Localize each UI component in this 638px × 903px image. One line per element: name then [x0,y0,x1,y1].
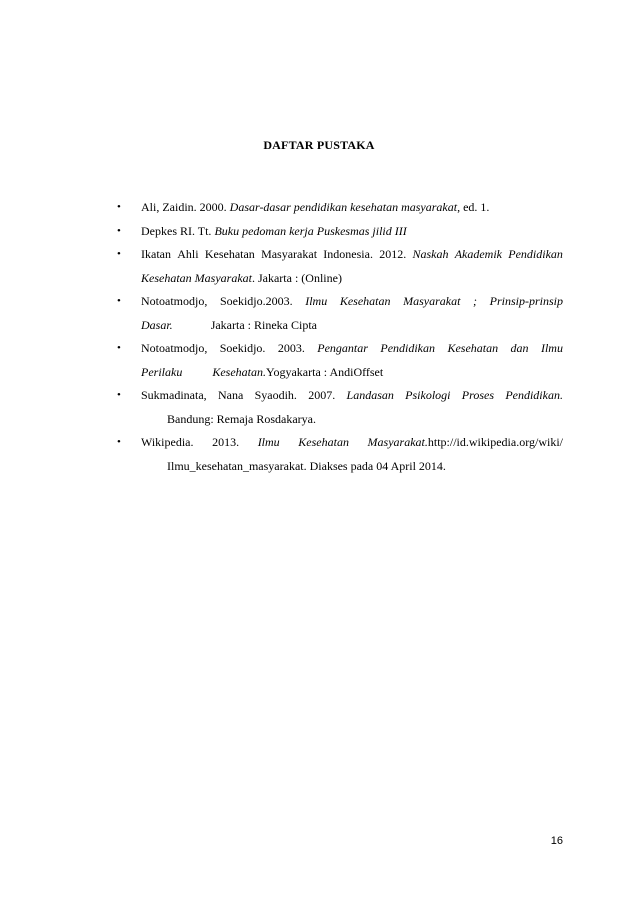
wikipedia-url: Masyarakat.http://id.wikipedia.org/wiki/ [367,435,563,449]
bullet-icon: • [117,224,121,237]
reference-item-ali [0,196,638,220]
reference-item-wikipedia [0,431,638,478]
reference-item-ikatan [0,243,638,290]
reference-item-depkes [0,220,638,244]
reference-item-notoatmodjo-pengantar [0,337,638,384]
reference-line: Dasar. Jakarta : Rineka Cipta [141,317,317,332]
reference-line: Wikipedia. 2013. Ilmu Kesehatan Masyarakat.http://id.wikipedia.org/wiki/ [141,431,563,455]
reference-line: Sukmadinata, Nana Syaodih. 2007. Landasan Psikologi Proses Pendidikan. [141,388,563,402]
reference-line: Bandung: Remaja Rosdakarya. [167,411,316,426]
page-number: 16 [550,835,563,847]
reference-item-sukmadinata [0,384,638,431]
reference-list [0,196,638,478]
bullet-icon: • [117,342,121,354]
reference-line: Ilmu_kesehatan_masyarakat. Diakses pada 04 April 2014. [167,458,446,473]
reference-line: Notoatmodjo, Soekidjo.2003. Ilmu Kesehatan Masyarakat ; Prinsip-prinsip [141,294,563,308]
reference-line: Perilaku Kesehatan.Yogyakarta : AndiOffset [141,364,384,379]
reference-item-notoatmodjo-ilmu [0,290,638,337]
reference-line: Depkes RI. Tt. Buku pedoman kerja Puskesmas jilid III [141,223,407,238]
bullet-icon: • [117,389,121,401]
reference-line: Kesehatan Masyarakat. Jakarta : (Online) [141,270,342,285]
bullet-icon: • [117,248,121,260]
bullet-icon: • [117,436,121,448]
page-title: DAFTAR PUSTAKA [263,138,375,152]
reference-line: Ikatan Ahli Kesehatan Masyarakat Indonesia. 2012. Naskah Akademik Pendidikan [141,247,563,261]
bullet-icon: • [117,295,121,307]
reference-line: Ali, Zaidin. 2000. Dasar-dasar pendidikan kesehatan masyarakat, ed. 1. [141,200,490,214]
reference-line: Notoatmodjo, Soekidjo. 2003. Pengantar Pendidikan Kesehatan dan Ilmu [141,341,563,355]
bullet-icon: • [117,201,121,213]
